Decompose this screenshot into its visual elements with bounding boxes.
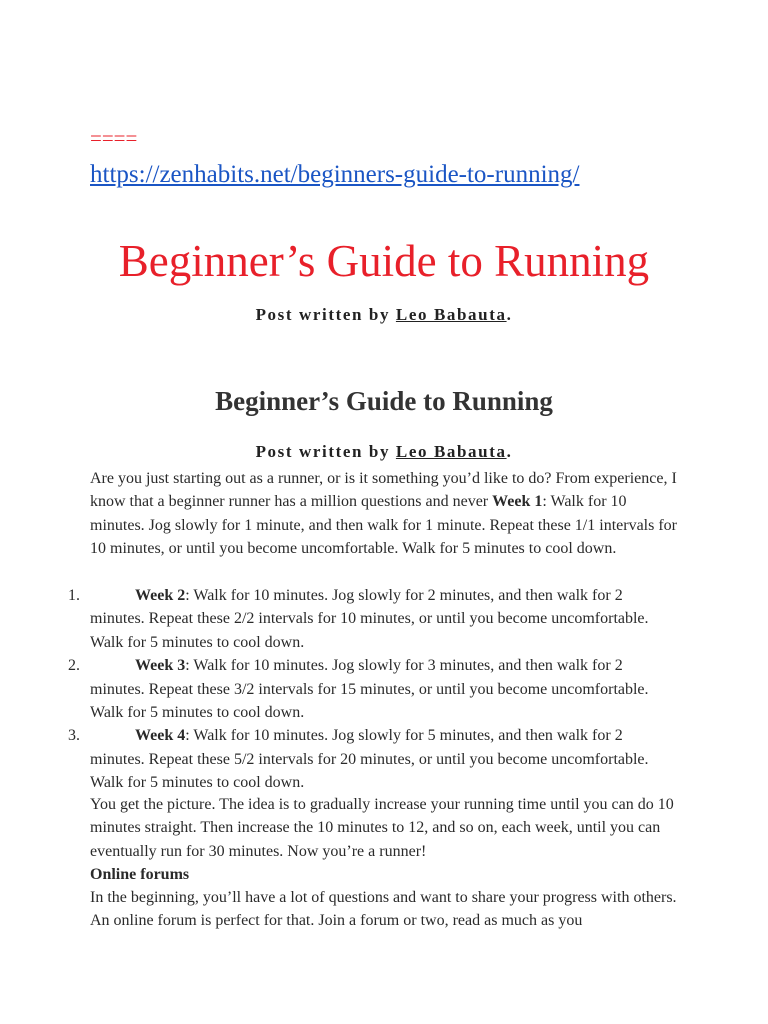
article-byline (0, 442, 768, 462)
list-number: 2. (68, 657, 80, 675)
article-title: Beginner’s Guide to Running (215, 386, 553, 416)
intro-paragraph (90, 467, 680, 561)
week-text: : Walk for 10 minutes. Jog slowly for 3 minutes, and then walk for 2 minutes. Repeat these 3/2 intervals for 15 minutes, or until you become uncomfortable. Walk for 5 minutes to cool down. (90, 657, 649, 722)
list-item (0, 584, 680, 654)
week-text: : Walk for 10 minutes. Jog slowly for 2 minutes, and then walk for 2 minutes. Repeat these 2/2 intervals for 10 minutes, or until you become uncomfortable. Walk for 5 minutes to cool down. (90, 587, 649, 651)
document-title: Beginner’s Guide to Running (118, 236, 650, 286)
byline-prefix: Post written by (255, 305, 396, 324)
byline (0, 305, 768, 325)
week-label: Week 2 (135, 587, 186, 604)
list-item (0, 654, 680, 724)
divider-mark: ==== (90, 126, 138, 150)
week-label: Week 3 (135, 657, 186, 675)
week-label: Week 4 (135, 727, 186, 745)
conclusion-paragraph: You get the picture. The idea is to gradually increase your running time until you can do 10 minutes straight. Then increase the 10 minutes to 12, and so on, each week, until you can eventually run for 30 minutes. Now you’re a runner! (90, 796, 674, 860)
list-number: 3. (68, 727, 80, 745)
byline-prefix: Post written by (255, 442, 396, 461)
week-text: : Walk for 10 minutes. Jog slowly for 5 minutes, and then walk for 2 minutes. Repeat these 5/2 intervals for 20 minutes, or until you become uncomfortable. Walk for 5 minutes to cool down. (90, 727, 649, 792)
author-link[interactable]: Leo Babauta (395, 305, 507, 324)
week-1-text: : Walk for 10 minutes. Jog slowly for 1 minute, and then walk for 1 minute. Repeat these 1/1 intervals for 10 minutes, or until you become uncomfortable. Walk for 5 minutes to cool down. (90, 493, 677, 558)
week-1-label: Week 1 (492, 493, 543, 511)
forums-heading: Online forums (90, 866, 190, 883)
forums-paragraph: In the beginning, you’ll have a lot of questions and want to share your progress with others. An online forum is perfect for that. Join a forum or two, read as much as you (90, 889, 677, 930)
list-item (0, 724, 680, 794)
list-number: 1. (68, 587, 80, 604)
author-link[interactable]: Leo Babauta (395, 442, 507, 461)
source-link[interactable]: https://zenhabits.net/beginners-guide-to-running/ (90, 161, 580, 188)
weeks-list (0, 584, 768, 795)
byline-suffix: . (506, 442, 513, 461)
byline-suffix: . (506, 305, 513, 324)
intro-text: Are you just starting out as a runner, or is it something you’d like to do? From experience, I know that a beginner runner has a million questions and never (90, 470, 677, 511)
